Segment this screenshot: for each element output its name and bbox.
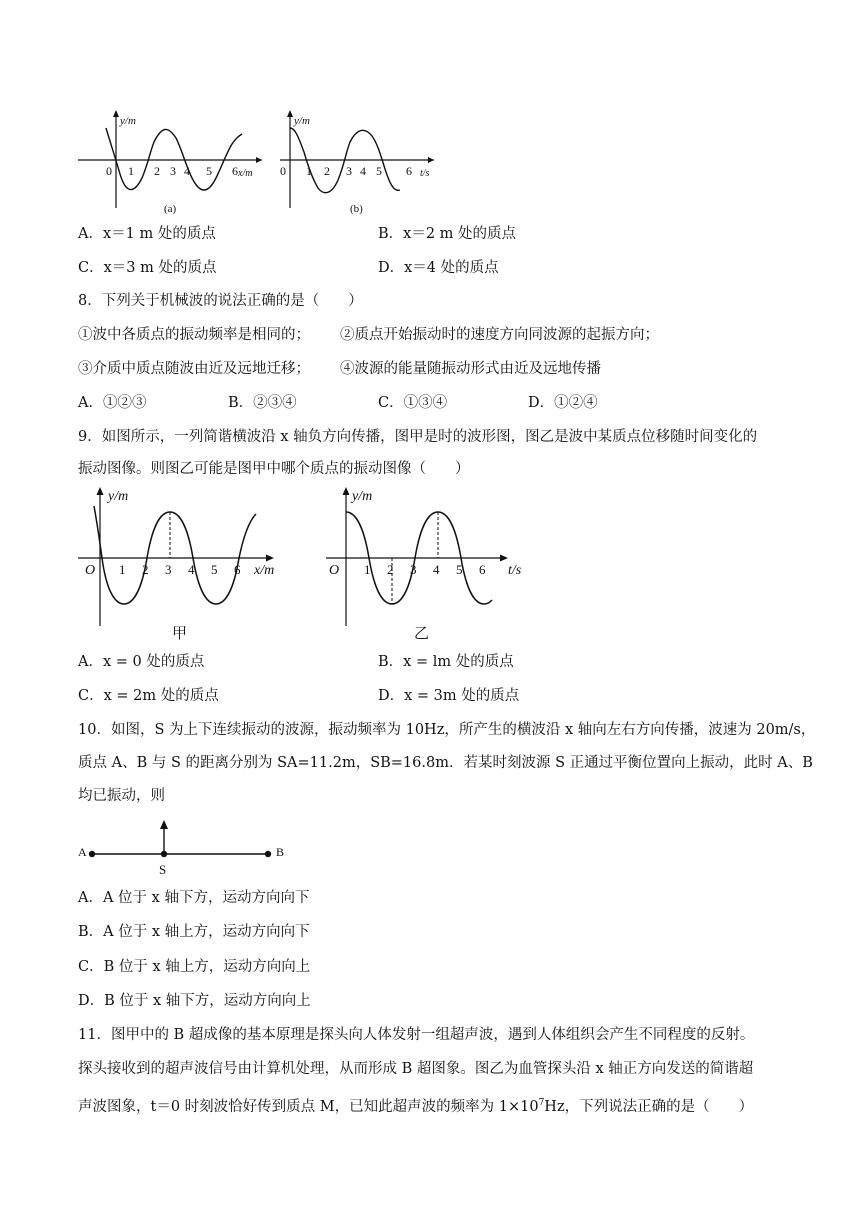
q8-statement-2: ②质点开始振动时的速度方向同波源的起振方向； (340, 327, 659, 343)
q8-statement-4: ④波源的能量随振动形式由近及远地传播 (340, 361, 601, 377)
q10-stem-line1: 10．如图，S 为上下连续振动的波源，振动频率为 10Hz，所产生的横波沿 x 轴向左右方向传播，波速为 20m/s， (78, 722, 816, 738)
q9-jia-tick: 2 (142, 562, 149, 577)
q11-line3-tail: Hz，下列说法正确的是（ ） (544, 1099, 754, 1115)
q7-graph-a (76, 108, 266, 218)
q9-yi-tick: 4 (433, 562, 440, 577)
q7b-caption: (b) (350, 203, 363, 215)
q10-stem-line2: 质点 A、B 与 S 的距离分别为 SA=11.2m，SB=16.8m．若某时刻波源 S 正通过平衡位置向上振动，此时 A、B (78, 755, 813, 771)
q9-yi-tick: 5 (456, 562, 463, 577)
q9-graph-jia (78, 484, 298, 644)
q7b-tick: 2 (324, 164, 330, 178)
q11-stem-line3 (78, 1093, 753, 1117)
q9-option-a[interactable]: A．x = 0 处的质点 (78, 654, 205, 670)
q7a-tick: 2 (154, 164, 160, 178)
q7b-tick: 3 (346, 164, 352, 178)
q10-diagram (76, 818, 306, 882)
q8-option-b[interactable]: B．②③④ (228, 395, 297, 411)
q7b-tick: 1 (306, 164, 312, 178)
q7-option-b[interactable]: B．x＝2 m 处的质点 (378, 226, 517, 242)
q7b-ylabel: y/m (294, 115, 310, 127)
q7b-tick: 5 (376, 164, 382, 178)
q9-jia-tick: 1 (119, 562, 126, 577)
q7a-tick: 0 (106, 164, 112, 178)
q9-jia-xlabel: x/m (254, 563, 275, 578)
q7b-tick: 4 (360, 164, 366, 178)
q9-graph-yi (326, 484, 536, 644)
q9-yi-origin: O (329, 563, 340, 578)
q8-stem: 8．下列关于机械波的说法正确的是（ ） (78, 293, 363, 309)
q8-statement-3: ③介质中质点随波由近及远地迁移； (78, 361, 310, 377)
q9-jia-caption: 甲 (172, 626, 188, 642)
q9-option-b[interactable]: B．x = lm 处的质点 (378, 654, 514, 670)
q8-statement-1: ①波中各质点的振动频率是相同的； (78, 327, 310, 343)
q11-line3-text: 声波图象，t＝0 时刻波恰好传到质点 M，已知此超声波的频率为 1×10 (78, 1099, 539, 1115)
q7a-tick: 3 (170, 164, 176, 178)
q9-jia-origin: O (85, 563, 96, 578)
q11-exponent: 7 (538, 1098, 545, 1108)
q9-yi-tick: 3 (410, 562, 417, 577)
q10-option-d[interactable]: D．B 位于 x 轴下方，运动方向向上 (78, 993, 311, 1009)
q8-option-a[interactable]: A．①②③ (78, 395, 147, 411)
q7a-tick: 5 (206, 164, 212, 178)
q7a-tick: 6 (232, 164, 238, 178)
q9-jia-tick: 4 (188, 562, 195, 577)
q9-yi-tick: 1 (364, 562, 371, 577)
q7-option-a[interactable]: A．x＝1 m 处的质点 (78, 226, 216, 242)
q7a-caption: (a) (164, 203, 177, 215)
q10-point-s: S (159, 862, 167, 877)
q10-option-c[interactable]: C．B 位于 x 轴上方，运动方向向上 (78, 959, 311, 975)
q7a-xlabel: x/m (238, 168, 253, 179)
q9-yi-tick: 2 (387, 562, 394, 577)
q8-option-d[interactable]: D．①②④ (528, 395, 598, 411)
q9-jia-ylabel: y/m (108, 489, 129, 504)
q7-option-d[interactable]: D．x＝4 处的质点 (378, 260, 499, 276)
q9-stem-line2: 振动图像。则图乙可能是图甲中哪个质点的振动图像（ ） (78, 461, 470, 477)
q9-jia-tick: 5 (211, 562, 218, 577)
q10-option-b[interactable]: B．A 位于 x 轴上方，运动方向向下 (78, 924, 310, 940)
q9-stem-line1: 9．如图所示，一列简谐横波沿 x 轴负方向传播，图甲是时的波形图，图乙是波中某质点位移随时间变化的 (78, 429, 758, 445)
q9-yi-ylabel: y/m (352, 489, 373, 504)
q9-jia-tick: 6 (234, 562, 241, 577)
q7a-tick: 1 (128, 164, 134, 178)
q10-point-a: A (78, 845, 87, 859)
q7b-tick: 0 (280, 164, 286, 178)
q7a-wave (106, 128, 242, 190)
q7-graph-b (278, 108, 438, 218)
q10-stem-line3: 均已振动，则 (78, 788, 165, 804)
q7-option-c[interactable]: C．x＝3 m 处的质点 (78, 260, 217, 276)
q7a-tick: 4 (184, 164, 190, 178)
q9-yi-tick: 6 (479, 562, 486, 577)
q9-option-c[interactable]: C．x = 2m 处的质点 (78, 688, 219, 704)
q11-stem-line2: 探头接收到的超声波信号由计算机处理，从而形成 B 超图象。图乙为血管探头沿 x 轴正方向发送的简谐超 (78, 1061, 754, 1077)
q10-point-b: B (276, 845, 285, 859)
q7a-ylabel: y/m (120, 115, 136, 127)
q9-yi-caption: 乙 (414, 626, 430, 642)
q11-stem-line1: 11．图甲中的 B 超成像的基本原理是探头向人体发射一组超声波，遇到人体组织会产生不同程度的反射。 (78, 1027, 755, 1043)
q8-option-c[interactable]: C．①③④ (378, 395, 448, 411)
q9-jia-wave (94, 506, 256, 604)
q9-option-d[interactable]: D．x = 3m 处的质点 (378, 688, 520, 704)
q10-option-a[interactable]: A．A 位于 x 轴下方，运动方向向下 (78, 890, 310, 906)
q7b-xlabel: t/s (420, 168, 430, 179)
q9-jia-tick: 3 (165, 562, 172, 577)
q9-yi-xlabel: t/s (508, 563, 522, 578)
q7b-tick: 6 (406, 164, 412, 178)
